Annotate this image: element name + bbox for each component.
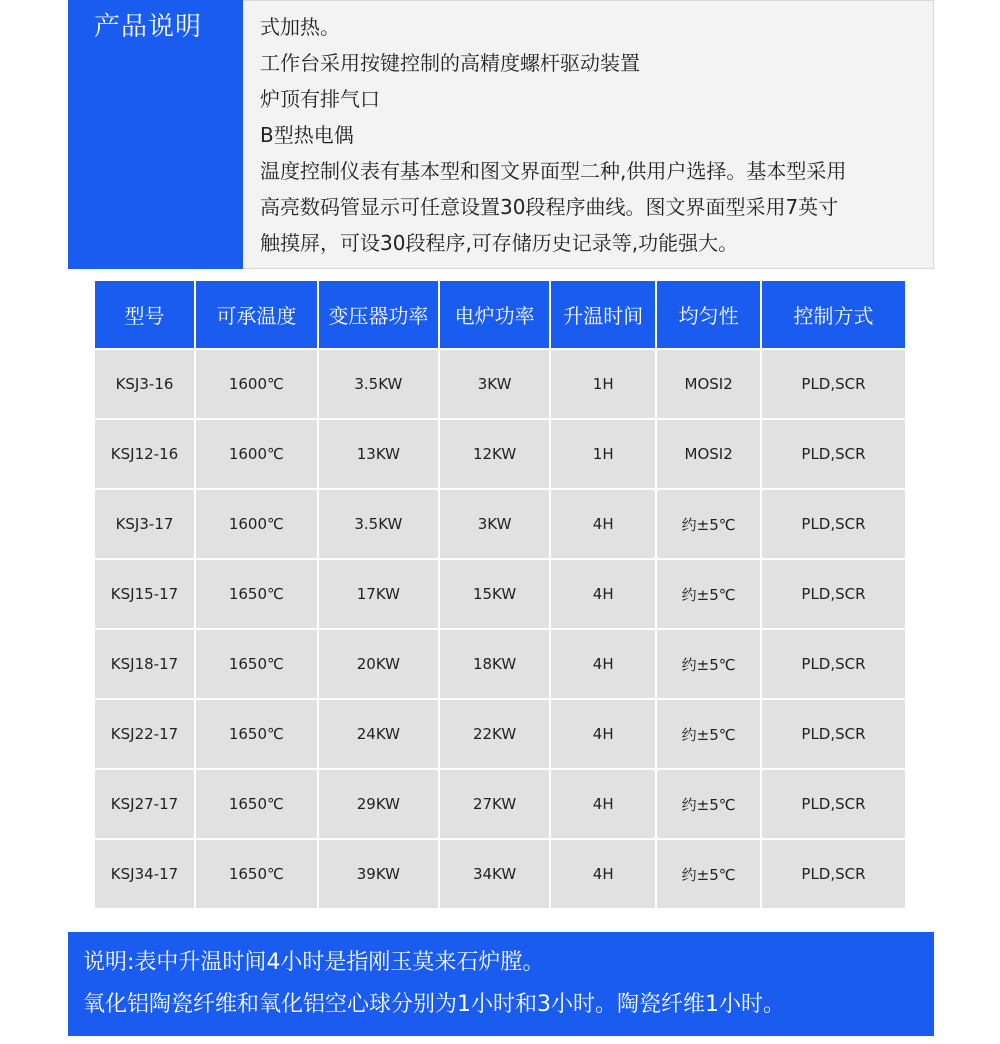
- table-cell: PLD,SCR: [762, 490, 905, 558]
- table-cell: 3.5KW: [319, 350, 438, 418]
- table-cell: PLD,SCR: [762, 560, 905, 628]
- table-cell: 1650℃: [196, 770, 317, 838]
- table-cell: 22KW: [440, 700, 549, 768]
- table-header-cell: 电炉功率: [440, 281, 549, 348]
- table-row: [95, 630, 905, 698]
- table-row: [95, 700, 905, 768]
- product-description-panel: [68, 0, 934, 269]
- table-cell: 3KW: [440, 490, 549, 558]
- table-cell: 34KW: [440, 840, 549, 908]
- description-line: B型热电偶: [260, 123, 354, 147]
- table-cell: KSJ3-17: [95, 490, 194, 558]
- note-panel: [68, 932, 934, 1036]
- table-cell: PLD,SCR: [762, 770, 905, 838]
- table-cell: 4H: [551, 630, 655, 698]
- table-cell: 29KW: [319, 770, 438, 838]
- table-row: [95, 490, 905, 558]
- table-cell: 13KW: [319, 420, 438, 488]
- table-header-cell: 均匀性: [657, 281, 760, 348]
- table-cell: 3.5KW: [319, 490, 438, 558]
- table-body: [95, 350, 905, 908]
- table-cell: KSJ18-17: [95, 630, 194, 698]
- table-cell: 4H: [551, 490, 655, 558]
- table-cell: 1650℃: [196, 560, 317, 628]
- table-cell: 20KW: [319, 630, 438, 698]
- table-cell: KSJ15-17: [95, 560, 194, 628]
- description-line: 高亮数码管显示可任意设置30段程序曲线。图文界面型采用7英寸: [260, 195, 839, 219]
- table-header-cell: 升温时间: [551, 281, 655, 348]
- table-cell: 27KW: [440, 770, 549, 838]
- table-header-row: [95, 281, 905, 348]
- product-description-heading: 产品说明: [68, 0, 243, 269]
- table-cell: PLD,SCR: [762, 420, 905, 488]
- table-cell: 约±5℃: [657, 630, 760, 698]
- table-cell: MOSI2: [657, 420, 760, 488]
- table-row: [95, 770, 905, 838]
- description-line: 触摸屏，可设30段程序,可存储历史记录等,功能强大。: [260, 231, 739, 255]
- table-cell: 4H: [551, 560, 655, 628]
- table-cell: 1650℃: [196, 630, 317, 698]
- table-cell: PLD,SCR: [762, 840, 905, 908]
- table-cell: MOSI2: [657, 350, 760, 418]
- table-header-cell: 变压器功率: [319, 281, 438, 348]
- table-cell: KSJ22-17: [95, 700, 194, 768]
- table-row: [95, 420, 905, 488]
- table-cell: 约±5℃: [657, 490, 760, 558]
- table-cell: PLD,SCR: [762, 630, 905, 698]
- note-line: 氧化铝陶瓷纤维和氧化铝空心球分别为1小时和3小时。陶瓷纤维1小时。: [83, 992, 785, 1017]
- table-cell: 17KW: [319, 560, 438, 628]
- table-cell: 24KW: [319, 700, 438, 768]
- description-line: 工作台采用按键控制的高精度螺杆驱动装置: [260, 51, 640, 75]
- table-cell: 1600℃: [196, 350, 317, 418]
- table-row: [95, 350, 905, 418]
- table-cell: 1H: [551, 350, 655, 418]
- table-cell: 39KW: [319, 840, 438, 908]
- table-cell: 1600℃: [196, 420, 317, 488]
- table-cell: KSJ12-16: [95, 420, 194, 488]
- table-cell: KSJ3-16: [95, 350, 194, 418]
- table-header-cell: 可承温度: [196, 281, 317, 348]
- table-cell: 约±5℃: [657, 700, 760, 768]
- table-row: [95, 840, 905, 908]
- table-cell: PLD,SCR: [762, 350, 905, 418]
- table-header-cell: 控制方式: [762, 281, 905, 348]
- table-cell: 12KW: [440, 420, 549, 488]
- table-cell: PLD,SCR: [762, 700, 905, 768]
- table-cell: 3KW: [440, 350, 549, 418]
- table-cell: 1650℃: [196, 700, 317, 768]
- description-line: 温度控制仪表有基本型和图文界面型二种,供用户选择。基本型采用: [260, 159, 847, 183]
- table-cell: 1650℃: [196, 840, 317, 908]
- description-line: 式加热。: [260, 15, 340, 39]
- table-cell: 15KW: [440, 560, 549, 628]
- table-cell: 约±5℃: [657, 770, 760, 838]
- table-row: [95, 560, 905, 628]
- table-cell: 约±5℃: [657, 840, 760, 908]
- table-header-cell: 型号: [95, 281, 194, 348]
- table-cell: KSJ34-17: [95, 840, 194, 908]
- table-cell: 18KW: [440, 630, 549, 698]
- description-line: 炉顶有排气口: [260, 87, 380, 111]
- table-cell: 4H: [551, 700, 655, 768]
- table-cell: KSJ27-17: [95, 770, 194, 838]
- table-cell: 1600℃: [196, 490, 317, 558]
- product-description-body: [243, 0, 934, 269]
- table-cell: 4H: [551, 840, 655, 908]
- table-cell: 约±5℃: [657, 560, 760, 628]
- table-cell: 1H: [551, 420, 655, 488]
- spec-table: [93, 279, 907, 910]
- note-line: 说明:表中升温时间4小时是指刚玉莫来石炉膛。: [83, 950, 545, 975]
- table-cell: 4H: [551, 770, 655, 838]
